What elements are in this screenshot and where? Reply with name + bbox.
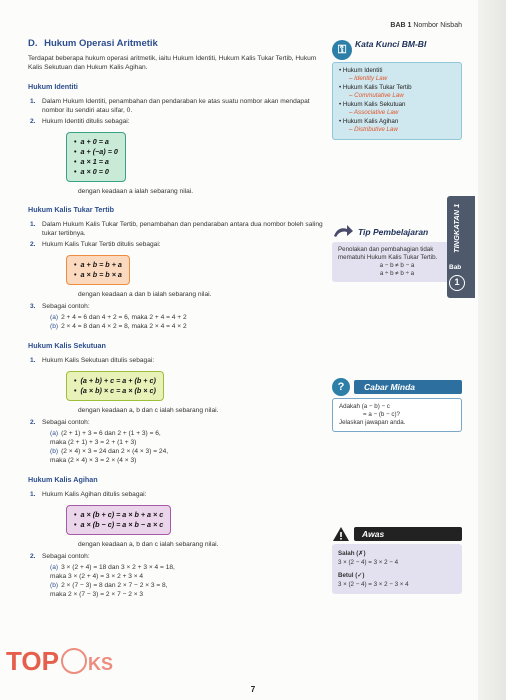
awas-header	[332, 526, 462, 542]
keyword-bm: Hukum Kalis Sekutuan	[342, 101, 406, 108]
example-text: 2 × 4 = 8 dan 4 × 2 = 8, maka 2 × 4 = 4 × 2	[61, 323, 187, 330]
agihan-list	[28, 490, 324, 499]
keyword-bm: Hukum Identiti	[342, 67, 383, 74]
law-row: • a × 1 = a	[74, 157, 118, 167]
agihan-item1: Hukum Kalis Agihan ditulis sebagai:	[42, 491, 147, 498]
law-row: • (a × b) × c = a × (b × c)	[74, 386, 156, 396]
key-icon: ⚿	[332, 40, 352, 60]
identiti-list	[28, 97, 324, 126]
example-text: (2 + 1) + 3 = 6 dan 2 + (1 + 3) = 6,	[61, 430, 161, 437]
svg-text:KS: KS	[88, 654, 114, 674]
sekutuan-condition: dengan keadaan a, b dan c ialah sebarang nilai.	[78, 407, 219, 414]
awas-right: 3 × (2 − 4) = 3 × 2 − 3 × 4	[338, 581, 409, 588]
section-number: D.	[28, 38, 38, 49]
subheading-tukar-tertib: Hukum Kalis Tukar Tertib	[28, 205, 114, 214]
agihan-law-box	[66, 505, 171, 535]
section-title	[28, 38, 324, 49]
svg-text:TOP: TOP	[6, 646, 59, 676]
example-text: 2 × (7 − 3) = 8 dan 2 × 7 − 2 × 3 = 8,	[61, 582, 168, 589]
keyword-bm: Hukum Kalis Agihan	[342, 118, 399, 125]
sekutuan-list	[28, 356, 324, 365]
list-item: 2. Hukum Kalis Tukar Tertib ditulis sebagai:	[30, 241, 161, 248]
agihan-list-2	[28, 552, 324, 561]
list-item: 1. Dalam Hukum Kalis Tukar Tertib, penambahan dan pendaraban antara dua nombor boleh saling tukar tertibnya.	[30, 221, 323, 237]
tab-label: TINGKATAN 1	[452, 203, 461, 253]
example-text: maka (2 + 1) + 3 = 2 + (1 + 3)	[50, 439, 137, 446]
cabar-line1: Adakah (a − b) − c	[339, 403, 390, 410]
subheading-sekutuan: Hukum Kalis Sekutuan	[28, 341, 106, 350]
keyword-item: • Hukum Identiti – Identity Law	[339, 67, 456, 83]
example-text: 2 + 4 = 6 dan 4 + 2 = 6, maka 2 + 4 = 4 + 2	[61, 314, 187, 321]
sekutuan-example-b2	[38, 456, 324, 465]
law-row: • a × 0 = 0	[74, 167, 118, 177]
tip-panel	[332, 224, 462, 282]
tab-bab: Bab	[449, 264, 462, 271]
section-intro: Terdapat beberapa hukum operasi aritmetik, iaitu Hukum Identiti, Hukum Kalis Tukar Tertib, Hukum Kalis Sekutuan dan Hukum Kalis Agihan.	[28, 55, 317, 71]
law-row: • a × (b + c) = a × b + a × c	[74, 510, 163, 520]
kata-kunci-box	[332, 62, 462, 140]
list-item: 2. Sebagai contoh:	[30, 419, 90, 426]
law-row: • a × b = b × a	[74, 270, 122, 280]
example-text: (2 × 4) × 3 = 24 dan 2 × (4 × 3) = 24,	[61, 448, 169, 455]
tukar-condition: dengan keadaan a dan b ialah sebarang nilai.	[78, 291, 212, 298]
agihan-condition: dengan keadaan a, b dan c ialah sebarang nilai.	[78, 541, 219, 548]
example-text: maka 3 × (2 + 4) = 3 × 2 + 3 × 4	[50, 573, 144, 580]
example-text: 3 × (2 + 4) = 18 dan 3 × 2 + 3 × 4 = 18,	[61, 564, 175, 571]
agihan-example-b2	[38, 590, 324, 599]
agihan-item2: Sebagai contoh:	[42, 553, 90, 560]
sekutuan-example-a: (a) (2 + 1) + 3 = 6 dan 2 + (1 + 3) = 6,	[50, 430, 161, 437]
tukar-item2: Hukum Kalis Tukar Tertib ditulis sebagai:	[42, 241, 161, 248]
running-header	[390, 22, 462, 29]
section-title-text: Hukum Operasi Aritmetik	[44, 38, 158, 49]
sekutuan-example-b: (b) (2 × 4) × 3 = 24 dan 2 × (4 × 3) = 24,	[50, 448, 169, 455]
sekutuan-example-a2	[38, 438, 324, 447]
keyword-bi: – Distributive Law	[349, 126, 398, 133]
identiti-condition: dengan keadaan a ialah sebarang nilai.	[78, 188, 194, 195]
tukar-list-2	[28, 302, 324, 311]
tukar-item1: Dalam Hukum Kalis Tukar Tertib, penambahan dan pendaraban antara dua nombor boleh saling tukar tertibnya.	[42, 221, 323, 237]
subheading-agihan: Hukum Kalis Agihan	[28, 475, 98, 484]
tukar-list	[28, 220, 324, 249]
awas-wrong-label: Salah (✗)	[338, 550, 366, 557]
cabar-line3: Jelaskan jawapan anda.	[339, 419, 406, 426]
chapter-label: BAB 1	[390, 22, 412, 29]
keyword-item: • Hukum Kalis Tukar Tertib – Commutative Law	[339, 84, 456, 100]
list-item: 1. Hukum Kalis Sekutuan ditulis sebagai:	[30, 357, 155, 364]
cabar-minda-header	[332, 378, 462, 396]
page-edge	[478, 0, 506, 700]
tip-title: Tip Pembelajaran	[358, 226, 429, 237]
kata-kunci-panel	[332, 40, 462, 140]
topbooks-watermark-logo	[2, 630, 152, 684]
kata-kunci-title: Kata Kunci BM-BI	[355, 39, 427, 49]
page-number: 7	[250, 685, 256, 694]
keyword-item: • Hukum Kalis Sekutuan – Associative Law	[339, 101, 456, 117]
identiti-law-box	[66, 132, 126, 182]
awas-title: Awas	[354, 527, 462, 541]
keyword-item: • Hukum Kalis Agihan – Distributive Law	[339, 118, 456, 134]
list-item: 3. Sebagai contoh:	[30, 303, 90, 310]
identiti-item2: Hukum Identiti ditulis sebagai:	[42, 118, 130, 125]
cabar-line2: = a − (b − c)?	[363, 411, 400, 418]
main-column	[28, 38, 324, 599]
identiti-item1: Dalam Hukum Identiti, penambahan dan pendaraban ke atas suatu nombor akan mendapat nombor itu sendiri atau sifar, 0.	[42, 98, 310, 114]
tukar-item3: Sebagai contoh:	[42, 303, 90, 310]
list-item: 1. Dalam Hukum Identiti, penambahan dan pendaraban ke atas suatu nombor akan mendapat nombor itu sendiri atau sifar, 0.	[30, 98, 310, 114]
awas-wrong: 3 × (2 − 4) = 3 × 2 − 4	[338, 559, 399, 566]
agihan-example-a2	[38, 572, 324, 581]
arrow-icon	[332, 224, 354, 240]
tip-box	[332, 242, 462, 282]
agihan-example-a: (a) 3 × (2 + 4) = 18 dan 3 × 2 + 3 × 4 = 18,	[50, 564, 175, 571]
example-text: maka (2 × 4) × 3 = 2 × (4 × 3)	[50, 457, 137, 464]
awas-right-label: Betul (✓)	[338, 572, 365, 579]
list-item: 1. Hukum Kalis Agihan ditulis sebagai:	[30, 491, 147, 498]
cabar-minda-title: Cabar Minda	[354, 380, 462, 394]
law-row: • a + (−a) = 0	[74, 147, 118, 157]
keyword-bi: – Associative Law	[349, 109, 399, 116]
keyword-bi: – Commutative Law	[349, 92, 404, 99]
tukar-example-b: (b) 2 × 4 = 8 dan 4 × 2 = 8, maka 2 × 4 = 4 × 2	[50, 323, 187, 330]
awas-panel	[332, 526, 462, 594]
list-item: 2. Sebagai contoh:	[30, 553, 90, 560]
law-row: • a + b = b + a	[74, 260, 122, 270]
sekutuan-list-2	[28, 418, 324, 427]
cabar-minda-panel	[332, 378, 462, 432]
tip-header	[332, 224, 462, 240]
law-row: • (a + b) + c = a + (b + c)	[74, 376, 156, 386]
awas-box	[332, 544, 462, 594]
subheading-identiti: Hukum Identiti	[28, 82, 78, 91]
question-icon: ?	[332, 378, 350, 396]
tip-text: Penolakan dan pembahagian tidak mematuhi Hukum Kalis Tukar Tertib.	[338, 246, 438, 261]
tukar-law-box	[66, 255, 130, 285]
tab-number: 1	[449, 275, 465, 291]
keyword-bi: – Identity Law	[349, 75, 388, 82]
list-item: 2. Hukum Identiti ditulis sebagai:	[30, 118, 130, 125]
law-row: • a + 0 = a	[74, 137, 118, 147]
warning-icon	[332, 526, 350, 542]
kata-kunci-header	[332, 40, 462, 60]
tukar-example-a: (a) 2 + 4 = 6 dan 4 + 2 = 6, maka 2 + 4 = 4 + 2	[50, 314, 187, 321]
tip-line2: a ÷ b ≠ b ÷ a	[379, 270, 415, 277]
sekutuan-law-box	[66, 371, 164, 401]
sekutuan-item1: Hukum Kalis Sekutuan ditulis sebagai:	[42, 357, 155, 364]
law-row: • a × (b − c) = a × b − a × c	[74, 520, 163, 530]
tip-line1: a − b ≠ b − a	[379, 262, 415, 269]
sekutuan-item2: Sebagai contoh:	[42, 419, 90, 426]
agihan-example-b: (b) 2 × (7 − 3) = 8 dan 2 × 7 − 2 × 3 = 8,	[50, 582, 168, 589]
chapter-title: Nombor Nisbah	[413, 22, 462, 29]
keyword-bm: Hukum Kalis Tukar Tertib	[342, 84, 412, 91]
example-text: maka 2 × (7 − 3) = 2 × 7 − 2 × 3	[50, 591, 144, 598]
cabar-minda-box	[332, 398, 462, 432]
